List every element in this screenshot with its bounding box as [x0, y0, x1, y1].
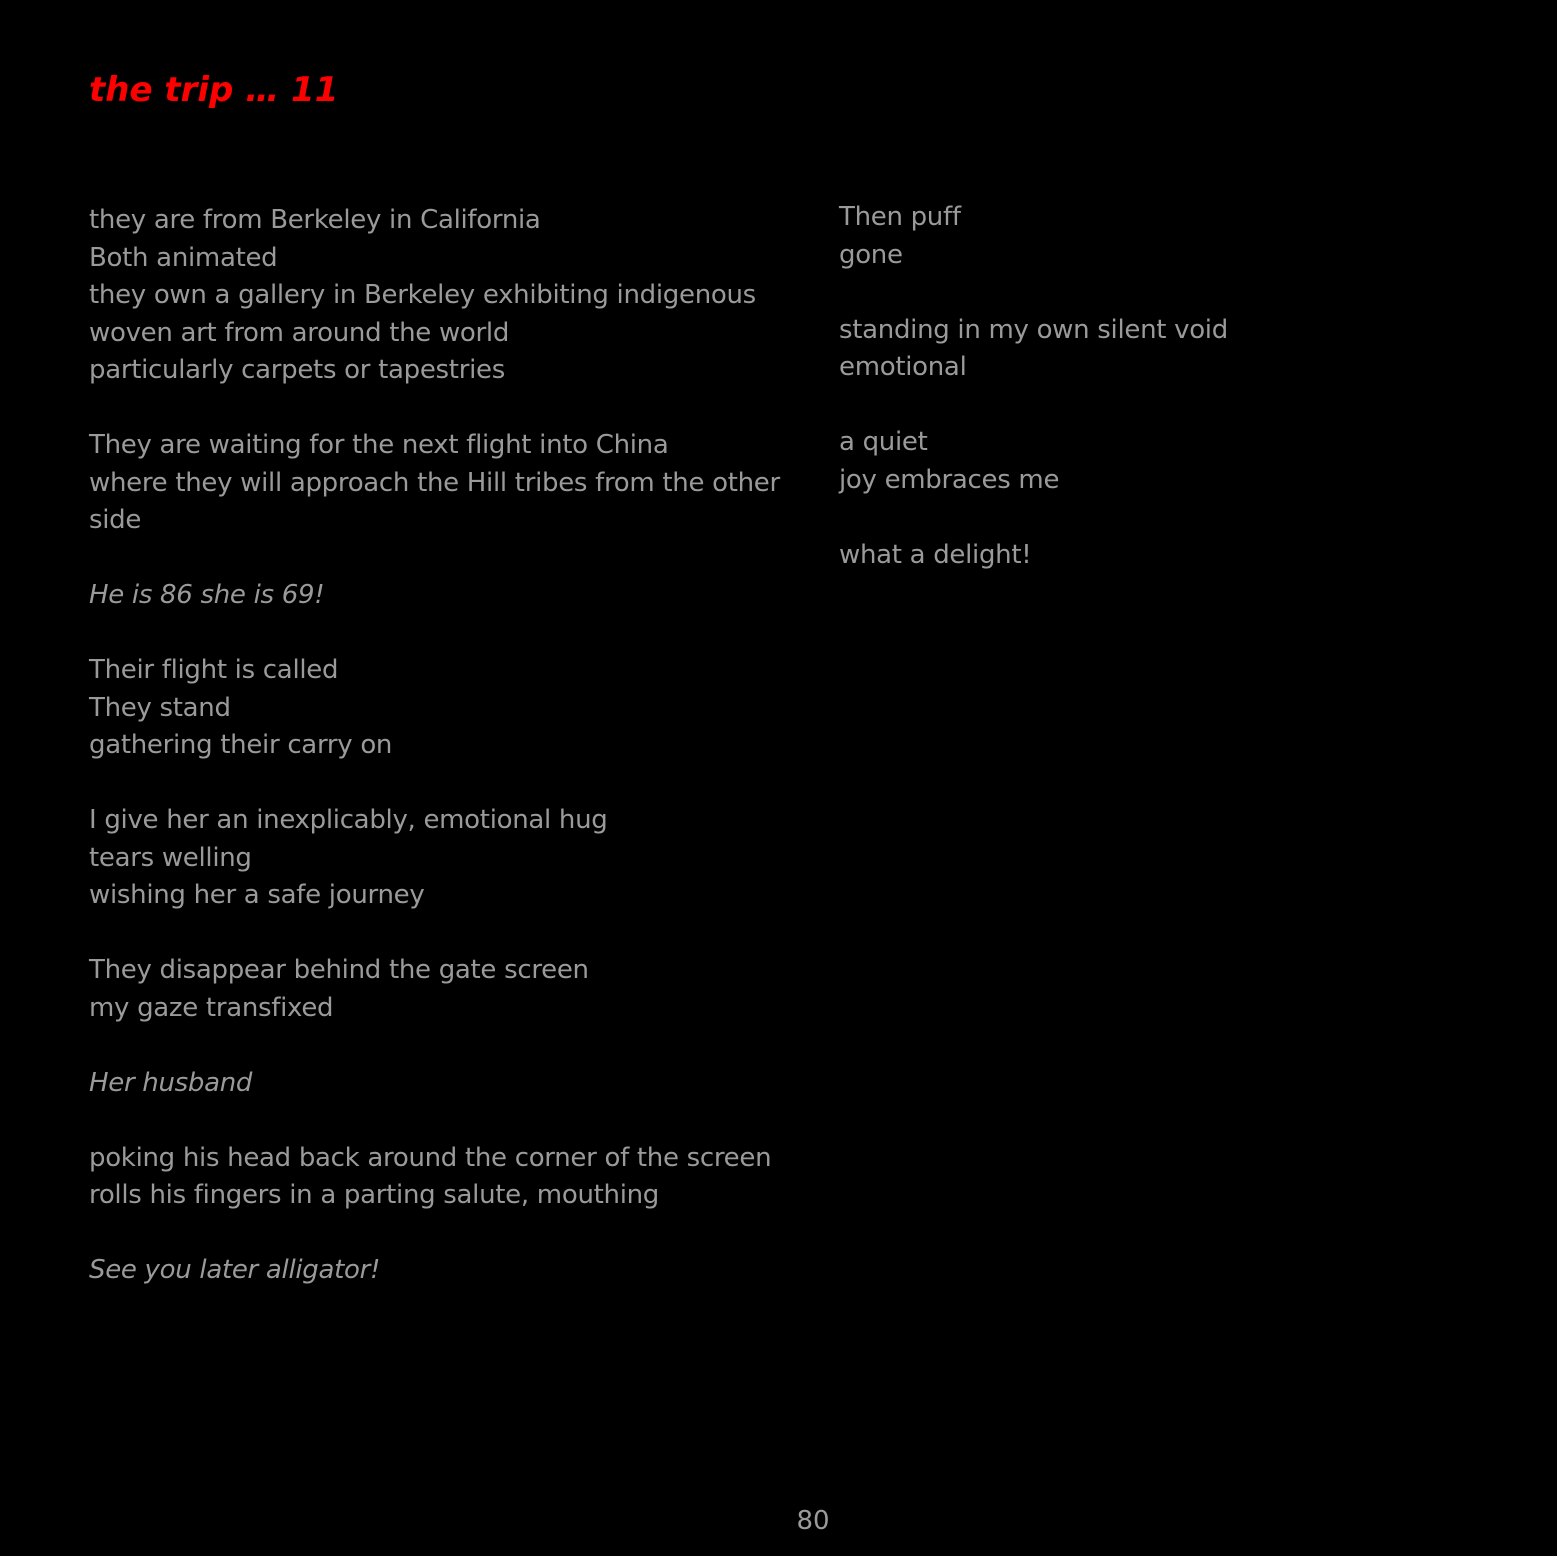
stanza — [89, 427, 809, 540]
poem-line: gone — [839, 239, 903, 270]
poem-line: tears welling — [89, 842, 252, 873]
poem-right-column — [839, 199, 1479, 612]
poem-line: standing in my own silent void — [839, 314, 1228, 345]
poem-line: my gaze transfixed — [89, 992, 334, 1023]
poem-line: poking his head back around the corner of the screen — [89, 1142, 772, 1173]
poem-line: gathering their carry on — [89, 730, 393, 760]
poem-line: Her husband — [89, 1067, 253, 1098]
poem-line: a quiet — [839, 427, 928, 457]
stanza — [89, 1065, 809, 1103]
poem-title: the trip … 11 — [89, 70, 339, 110]
stanza — [839, 537, 1479, 575]
poem-line: where they will approach the Hill tribes from the other — [89, 467, 780, 498]
stanza — [89, 1252, 809, 1290]
stanza — [89, 202, 809, 390]
poem-line: I give her an inexplicably, emotional hug — [89, 805, 608, 835]
poem-left-column — [89, 202, 809, 1327]
poem-line: Their flight is called — [89, 655, 339, 685]
poem-line: joy embraces me — [839, 464, 1060, 495]
page-number: 80 — [796, 1506, 830, 1536]
stanza — [89, 952, 809, 1027]
poem-line: they own a gallery in Berkeley exhibiting indigenous — [89, 280, 756, 310]
poem-line: Both animated — [89, 242, 278, 273]
poem-line: They disappear behind the gate screen — [89, 955, 589, 985]
poem-line: emotional — [839, 352, 967, 382]
poem-line: Then puff — [839, 202, 961, 232]
poem-line: side — [89, 505, 142, 535]
poem-line: they are from Berkeley in California — [89, 205, 541, 235]
poem-line: wishing her a safe journey — [89, 880, 425, 910]
poem-line: rolls his fingers in a parting salute, mouthing — [89, 1180, 659, 1210]
poem-line: what a delight! — [839, 539, 1032, 570]
stanza — [89, 577, 809, 615]
poem-line: particularly carpets or tapestries — [89, 355, 505, 385]
poem-line: woven art from around the world — [89, 317, 510, 348]
poem-line: He is 86 she is 69! — [89, 580, 325, 610]
stanza — [839, 199, 1479, 274]
stanza — [839, 312, 1479, 387]
poem-line: They stand — [89, 692, 231, 723]
stanza — [89, 652, 809, 765]
stanza — [89, 802, 809, 915]
poem-line: They are waiting for the next flight into China — [89, 430, 669, 460]
stanza — [839, 424, 1479, 499]
poem-line: See you later alligator! — [89, 1255, 381, 1285]
stanza — [89, 1140, 809, 1215]
